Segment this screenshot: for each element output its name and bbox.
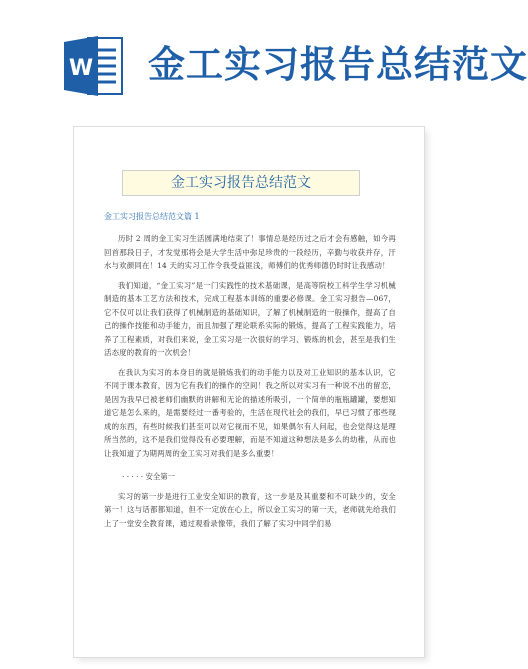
body-paragraph: 在我认为实习的本身目的就是锻炼我们的动手能力以及对工业知识的基本认识，它不同于课本教育，因为它有我们的操作的空间！我之所以对实习有一种说不出的留恋，是因为我早已被老师们幽默的讲解和无论的描述所吸引，一个简单的瓶瓶罐罐，要想知道它是怎么来的，是需要经过一番考验的，生活在现代社会的我们，早已习惯了那些现成的东西，有些时候我们甚至可以对它视而不见，如果偶尔有人问起，也会觉得这是理所当然的，这不是我们觉得没有必要理解，而是不知道这种想法是多么的幼稚，从而也让我知道了为期两周的金工实习对我们是多么重要！ [104,367,396,458]
document-page [73,126,425,658]
banner-title: 金工实习报告总结范文 [148,43,528,86]
word-document-icon [64,34,124,98]
body-paragraph: 历时 2 周的金工实习生活圆满地结束了！事情总是经历过之后才会有感触，如今再回首那段日子，才发觉那将会是大学生活中弥足珍贵的一段经历，辛勤与收获并存，汗水与欢颜同在！14 天的实习工作令我受益匪浅，师傅们的优秀师德仍时时让我感动！ [104,234,396,270]
header-banner [0,0,528,110]
document-title: 金工实习报告总结范文 [171,175,311,191]
document-title-box [122,170,360,196]
body-paragraph: 实习的第一步是进行工业安全知识的教育，这一步是及其重要和不可缺少的，安全第一！这与话都都知道，但不一定放在心上，所以金工实习的第一天，老师就先给我们上了一堂安全教育课，通过观看录像带，我们了解了实习中同学们易 [104,491,396,528]
document-subtitle: 金工实习报告总结范文篇 1 [104,212,200,221]
body-paragraph: 我们知道，“金工实习”是一门实践性的技术基础课，是高等院校工科学生学习机械制造的基本工艺方法和技术，完成工程基本训练的重要必修课。金工实习报告—067，它不仅可以让我们获得了机械制造的基础知识，了解了机械制造的一般操作，提高了自己的操作技能和动手能力，而且加强了理论联系实际的锻炼，提高了工程实践能力，培养了工程素质，对我们来说，金工实习是一次很好的学习、锻炼的机会，甚至是我们生活态度的教育的一次机会！ [104,280,396,357]
document-body [104,232,396,536]
word-logo-letter: W [68,56,94,81]
section-heading-safety: · · · · · 安全第一 [122,472,176,481]
